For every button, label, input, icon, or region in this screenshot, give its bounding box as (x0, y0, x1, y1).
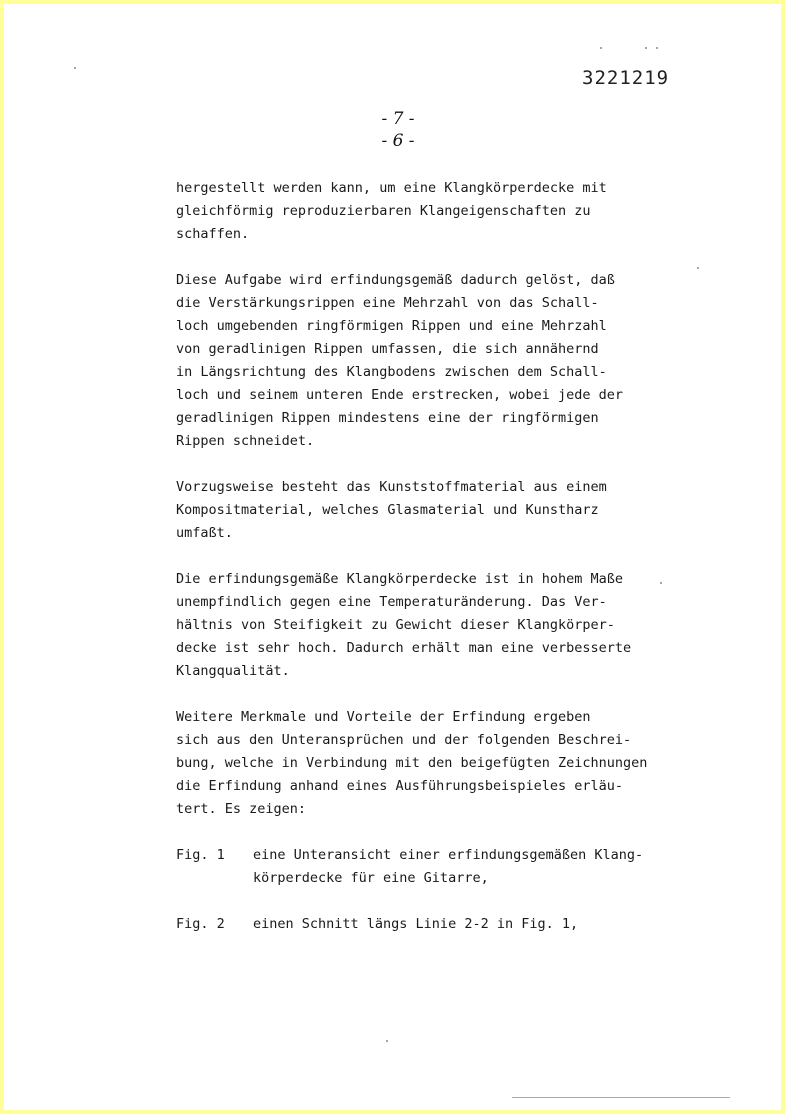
text-line: körperdecke für eine Gitarre, (253, 870, 489, 886)
document-page (4, 4, 781, 1110)
scan-speck (697, 267, 699, 269)
text-line: loch umgebenden ringförmigen Rippen und eine Mehrzahl (176, 318, 607, 334)
text-line: Weitere Merkmale und Vorteile der Erfindung ergeben (176, 709, 591, 725)
text-line: bung, welche in Verbindung mit den beigefügten Zeichnungen (176, 755, 648, 771)
scan-speck (386, 1040, 388, 1042)
scan-speck (656, 47, 658, 49)
figure-label: Fig. 1 (176, 847, 225, 863)
figure-description (253, 913, 696, 936)
text-line: die Erfindung anhand eines Ausführungsbeispieles erläu- (176, 778, 624, 794)
text-line: Rippen schneidet. (176, 433, 315, 449)
text-line: Kompositmaterial, welches Glasmaterial und Kunstharz (176, 502, 599, 518)
text-line: von geradlinigen Rippen umfassen, die sich annähernd (176, 341, 599, 357)
text-line: hältnis von Steifigkeit zu Gewicht dieser Klangkörper- (176, 617, 615, 633)
footer-rule (512, 1097, 730, 1098)
text-line: geradlinigen Rippen mindestens eine der ringförmigen (176, 410, 599, 426)
scan-speck (660, 582, 662, 584)
text-line: tert. Es zeigen: (176, 801, 307, 817)
paragraph (176, 568, 696, 683)
scan-speck (600, 47, 602, 49)
scan-speck (645, 47, 647, 49)
text-line: hergestellt werden kann, um eine Klangkörperdecke mit (176, 180, 607, 196)
text-line: decke ist sehr hoch. Dadurch erhält man eine verbesserte (176, 640, 632, 656)
figure-entry-2 (176, 913, 696, 936)
page-number-mark (376, 108, 420, 152)
text-line: Die erfindungsgemäße Klangkörperdecke ist in hohem Maße (176, 571, 624, 587)
text-line: einen Schnitt längs Linie 2-2 in Fig. 1, (253, 916, 579, 932)
text-line: umfaßt. (176, 525, 233, 541)
scan-speck (74, 67, 76, 69)
text-line: schaffen. (176, 226, 250, 242)
text-line: Klangqualität. (176, 663, 290, 679)
text-line: Vorzugsweise besteht das Kunststoffmaterial aus einem (176, 479, 607, 495)
page-mark-line: - 7 - (381, 109, 415, 129)
text-line: in Längsrichtung des Klangbodens zwischen dem Schall- (176, 364, 607, 380)
text-line: sich aus den Unteransprüchen und der folgenden Beschrei- (176, 732, 632, 748)
text-line: unempfindlich gegen eine Temperaturänderung. Das Ver- (176, 594, 607, 610)
text-line: Diese Aufgabe wird erfindungsgemäß dadurch gelöst, daß (176, 272, 615, 288)
paragraph (176, 706, 696, 821)
text-line: loch und seinem unteren Ende erstrecken, wobei jede der (176, 387, 624, 403)
page-mark-line: - 6 - (381, 131, 415, 151)
figure-description (253, 844, 696, 890)
figure-label: Fig. 2 (176, 916, 225, 932)
paragraph (176, 476, 696, 545)
figure-entry-1 (176, 844, 696, 890)
paragraph (176, 177, 696, 246)
text-line: gleichförmig reproduzierbaren Klangeigenschaften zu (176, 203, 591, 219)
document-number: 3221219 (582, 67, 670, 89)
body-text (176, 177, 696, 959)
text-line: die Verstärkungsrippen eine Mehrzahl von das Schall- (176, 295, 599, 311)
paragraph (176, 269, 696, 453)
text-line: eine Unteransicht einer erfindungsgemäßen Klang- (253, 847, 644, 863)
